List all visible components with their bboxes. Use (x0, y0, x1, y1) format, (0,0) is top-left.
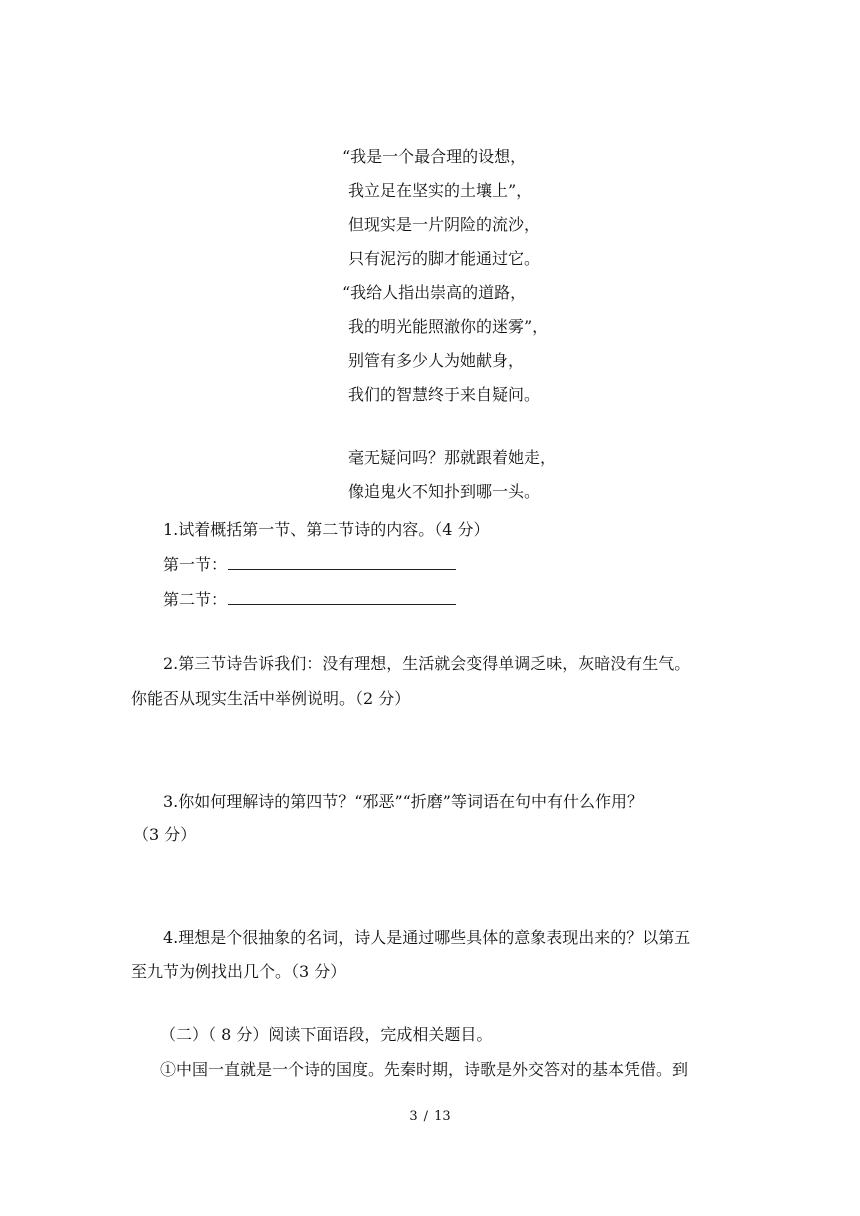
question-3-line-2: （3 分） (133, 825, 197, 844)
question-2-line-2: 你能否从现实生活中举例说明。（2 分） (131, 689, 411, 708)
question-1-blank-1 (163, 552, 456, 575)
blank-label: 第二节： (163, 590, 228, 609)
answer-blank[interactable] (228, 590, 456, 605)
poem-line: 我的明光能照澈你的迷雾”， (348, 317, 549, 336)
question-4-line-2: 至九节为例找出几个。（3 分） (131, 962, 347, 981)
poem-line: 但现实是一片阴险的流沙， (348, 215, 541, 234)
question-2-line-1: 2.第三节诗告诉我们：没有理想，生活就会变得单调乏味，灰暗没有生气。 (163, 654, 691, 673)
poem-line: 别管有多少人为她献身， (348, 351, 525, 370)
page-current: 3 (409, 1109, 418, 1124)
poem-line: 我立足在坚实的土壤上”， (348, 181, 533, 200)
poem-line: 只有泥污的脚才能通过它。 (348, 249, 541, 268)
question-4-line-1: 4.理想是个很抽象的名词，诗人是通过哪些具体的意象表现出来的？以第五 (163, 928, 691, 947)
poem-line: “我给人指出崇高的道路， (342, 283, 527, 302)
question-3-line-1: 3.你如何理解诗的第四节？“邪恶”“折磨”等词语在句中有什么作用？ (163, 792, 643, 811)
poem-line: 像追鬼火不知扑到哪一头。 (348, 482, 541, 501)
answer-blank[interactable] (228, 555, 456, 570)
question-1-blank-2 (163, 587, 456, 610)
poem-line: 毫无疑问吗？那就跟着她走， (348, 448, 557, 467)
poem-stanza-2 (348, 441, 668, 509)
poem-stanza-1 (342, 140, 668, 412)
poem-line: “我是一个最合理的设想， (342, 147, 527, 166)
question-1: 1.试着概括第一节、第二节诗的内容。（4 分） (163, 520, 490, 539)
poem-line: 我们的智慧终于来自疑问。 (348, 385, 541, 404)
section-2-paragraph-1: ①中国一直就是一个诗的国度。先秦时期，诗歌是外交答对的基本凭借。到 (160, 1060, 689, 1079)
page-separator: / (423, 1109, 429, 1124)
page-total: 13 (434, 1109, 451, 1124)
blank-label: 第一节： (163, 555, 228, 574)
section-2-heading: （二）（ 8 分）阅读下面语段，完成相关题目。 (160, 1025, 493, 1044)
page-number (0, 1109, 860, 1124)
